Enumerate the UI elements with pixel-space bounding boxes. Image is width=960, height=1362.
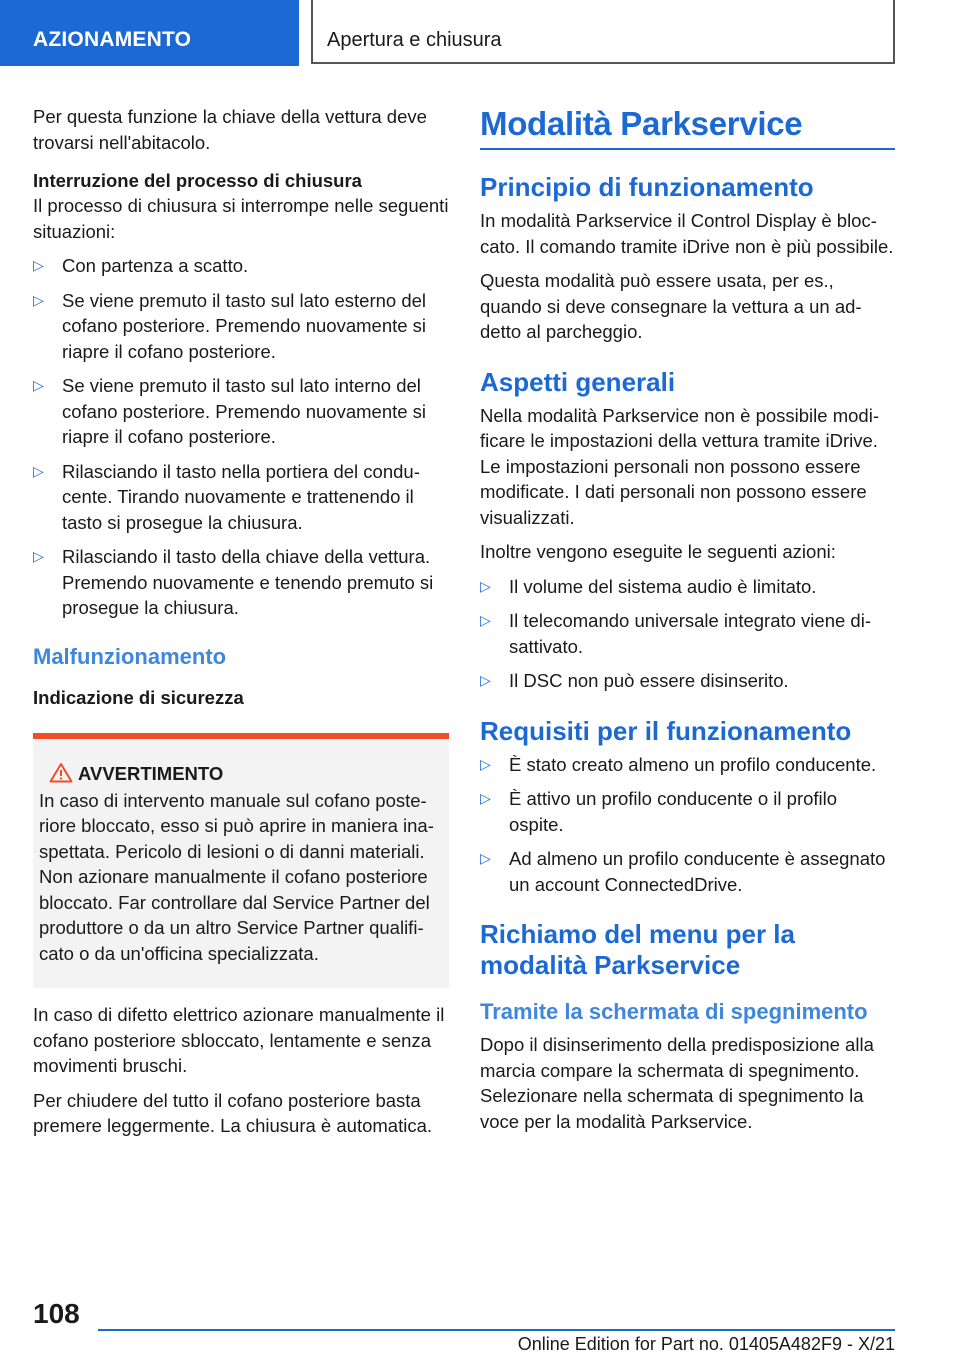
section-tab	[0, 0, 299, 66]
intro-paragraph: Per questa funzione la chiave della vettura deve trovarsi nell'abitacolo.	[33, 106, 427, 153]
list-item: ▷ Se viene premuto il tasto sul lato interno del cofano posteriore. Premendo nuovamente si riapre il cofano posteriore.	[33, 375, 427, 447]
list-item: ▷ Se viene premuto il tasto sul lato esterno del cofano posteriore. Premendo nuovamente si riapre il cofano posteriore.	[33, 289, 427, 362]
general-paragraph-1: Nella modalità Parkservice non è possibile modificare le impostazioni della vettura tramite iDrive. Le impostazioni personali non possono essere modificate. I dati personali non possono essere visualizzati.	[480, 404, 879, 528]
list-item: ▷ È stato creato almeno un profilo conducente.	[480, 752, 895, 778]
shutdown-heading: Tramite la schermata di spegnimento	[480, 999, 868, 1024]
general-paragraph-2: Inoltre vengono eseguite le seguenti azioni:	[480, 541, 836, 562]
warning-triangle-icon	[49, 762, 73, 783]
general-heading: Aspetti generali	[480, 366, 676, 397]
warning-text-2: Non azionare manualmente il cofano posteriore bloccato. Far controllare dal Service Partner del produttore o da un altro Service Partner qualificato o da un'officina specializzata.	[39, 866, 430, 964]
triangle-bullet-icon: ▷	[480, 577, 491, 594]
warning-box	[33, 733, 449, 989]
interruption-paragraph: Il processo di chiusura si interrompe nelle seguenti situazioni:	[33, 195, 449, 242]
section-label: AZIONAMENTO	[33, 28, 192, 51]
requirements-list	[480, 752, 895, 898]
chapter-header	[311, 0, 895, 64]
interruption-list	[33, 253, 449, 621]
triangle-bullet-icon: ▷	[480, 790, 491, 806]
interruption-heading: Interruzione del processo di chiusura	[33, 170, 362, 191]
safety-heading: Indicazione di sicurezza	[33, 686, 244, 708]
list-item: ▷ Rilasciando il tasto della chiave della vettura. Premendo nuovamente e tenendo premuto si prosegue la chiusura.	[33, 546, 434, 618]
list-item: ▷ Il volume del sistema audio è limitato.	[480, 574, 895, 600]
edition-footer: Online Edition for Part no. 01405A482F9 - X/21	[517, 1334, 895, 1354]
footer-divider	[98, 1329, 895, 1331]
right-column	[480, 104, 895, 1143]
triangle-bullet-icon: ▷	[480, 672, 491, 688]
malfunction-heading: Malfunzionamento	[33, 643, 227, 669]
shutdown-paragraph: Dopo il disinserimento della predisposizione alla marcia compare la schermata di spegnimento. Selezionare nella schermata di spegnimento la voce per la modalità Parkservice.	[480, 1034, 874, 1132]
list-item: ▷ Con partenza a scatto.	[33, 253, 449, 279]
principle-heading: Principio di funzionamento	[480, 172, 814, 202]
menu-heading: Richiamo del menu per la modalità Parkservice	[480, 919, 795, 980]
page-title: Modalità Parkservice	[480, 104, 895, 150]
defect-paragraph: In caso di difetto elettrico azionare manualmente il cofano posteriore sbloccato, lentamente e senza movimenti bruschi.	[33, 1004, 445, 1076]
chapter-title: Apertura e chiusura	[327, 29, 502, 51]
list-item: ▷ Il DSC non può essere disinserito.	[480, 668, 895, 694]
principle-paragraph-1: In modalità Parkservice il Control Display è bloccato. Il comando tramite iDrive non è più possibile.	[480, 210, 894, 257]
triangle-bullet-icon: ▷	[480, 850, 491, 866]
triangle-bullet-icon: ▷	[33, 257, 44, 273]
close-paragraph: Per chiudere del tutto il cofano posteriore basta premere leggermente. La chiusura è automatica.	[33, 1089, 432, 1136]
left-column	[33, 104, 449, 1148]
triangle-bullet-icon: ▷	[480, 612, 491, 628]
general-list	[480, 574, 895, 694]
triangle-bullet-icon: ▷	[33, 462, 44, 479]
list-item: ▷ Il telecomando universale integrato viene disattivato.	[480, 610, 871, 657]
principle-paragraph-2: Questa modalità può essere usata, per es., quando si deve consegnare la vettura a un addetto al parcheggio.	[480, 270, 862, 342]
triangle-bullet-icon: ▷	[33, 291, 44, 308]
list-item: ▷ Rilasciando il tasto nella portiera del conducente. Tirando nuovamente e trattenendo il tasto si prosegue la chiusura.	[33, 460, 420, 533]
triangle-bullet-icon: ▷	[480, 755, 491, 772]
triangle-bullet-icon: ▷	[33, 377, 44, 393]
requirements-heading: Requisiti per il funzionamento	[480, 715, 852, 746]
triangle-bullet-icon: ▷	[33, 548, 44, 564]
warning-title: AVVERTIMENTO	[39, 761, 441, 786]
page-number: 108	[33, 1298, 80, 1329]
list-item: ▷ È attivo un profilo conducente o il profilo ospite.	[480, 788, 838, 835]
list-item: ▷ Ad almeno un profilo conducente è assegnato un account ConnectedDrive.	[480, 848, 886, 895]
warning-text-1: In caso di intervento manuale sul cofano posteriore bloccato, esso si può aprire in maniera inaspettata. Pericolo di lesioni o di danni materiali.	[39, 789, 434, 862]
